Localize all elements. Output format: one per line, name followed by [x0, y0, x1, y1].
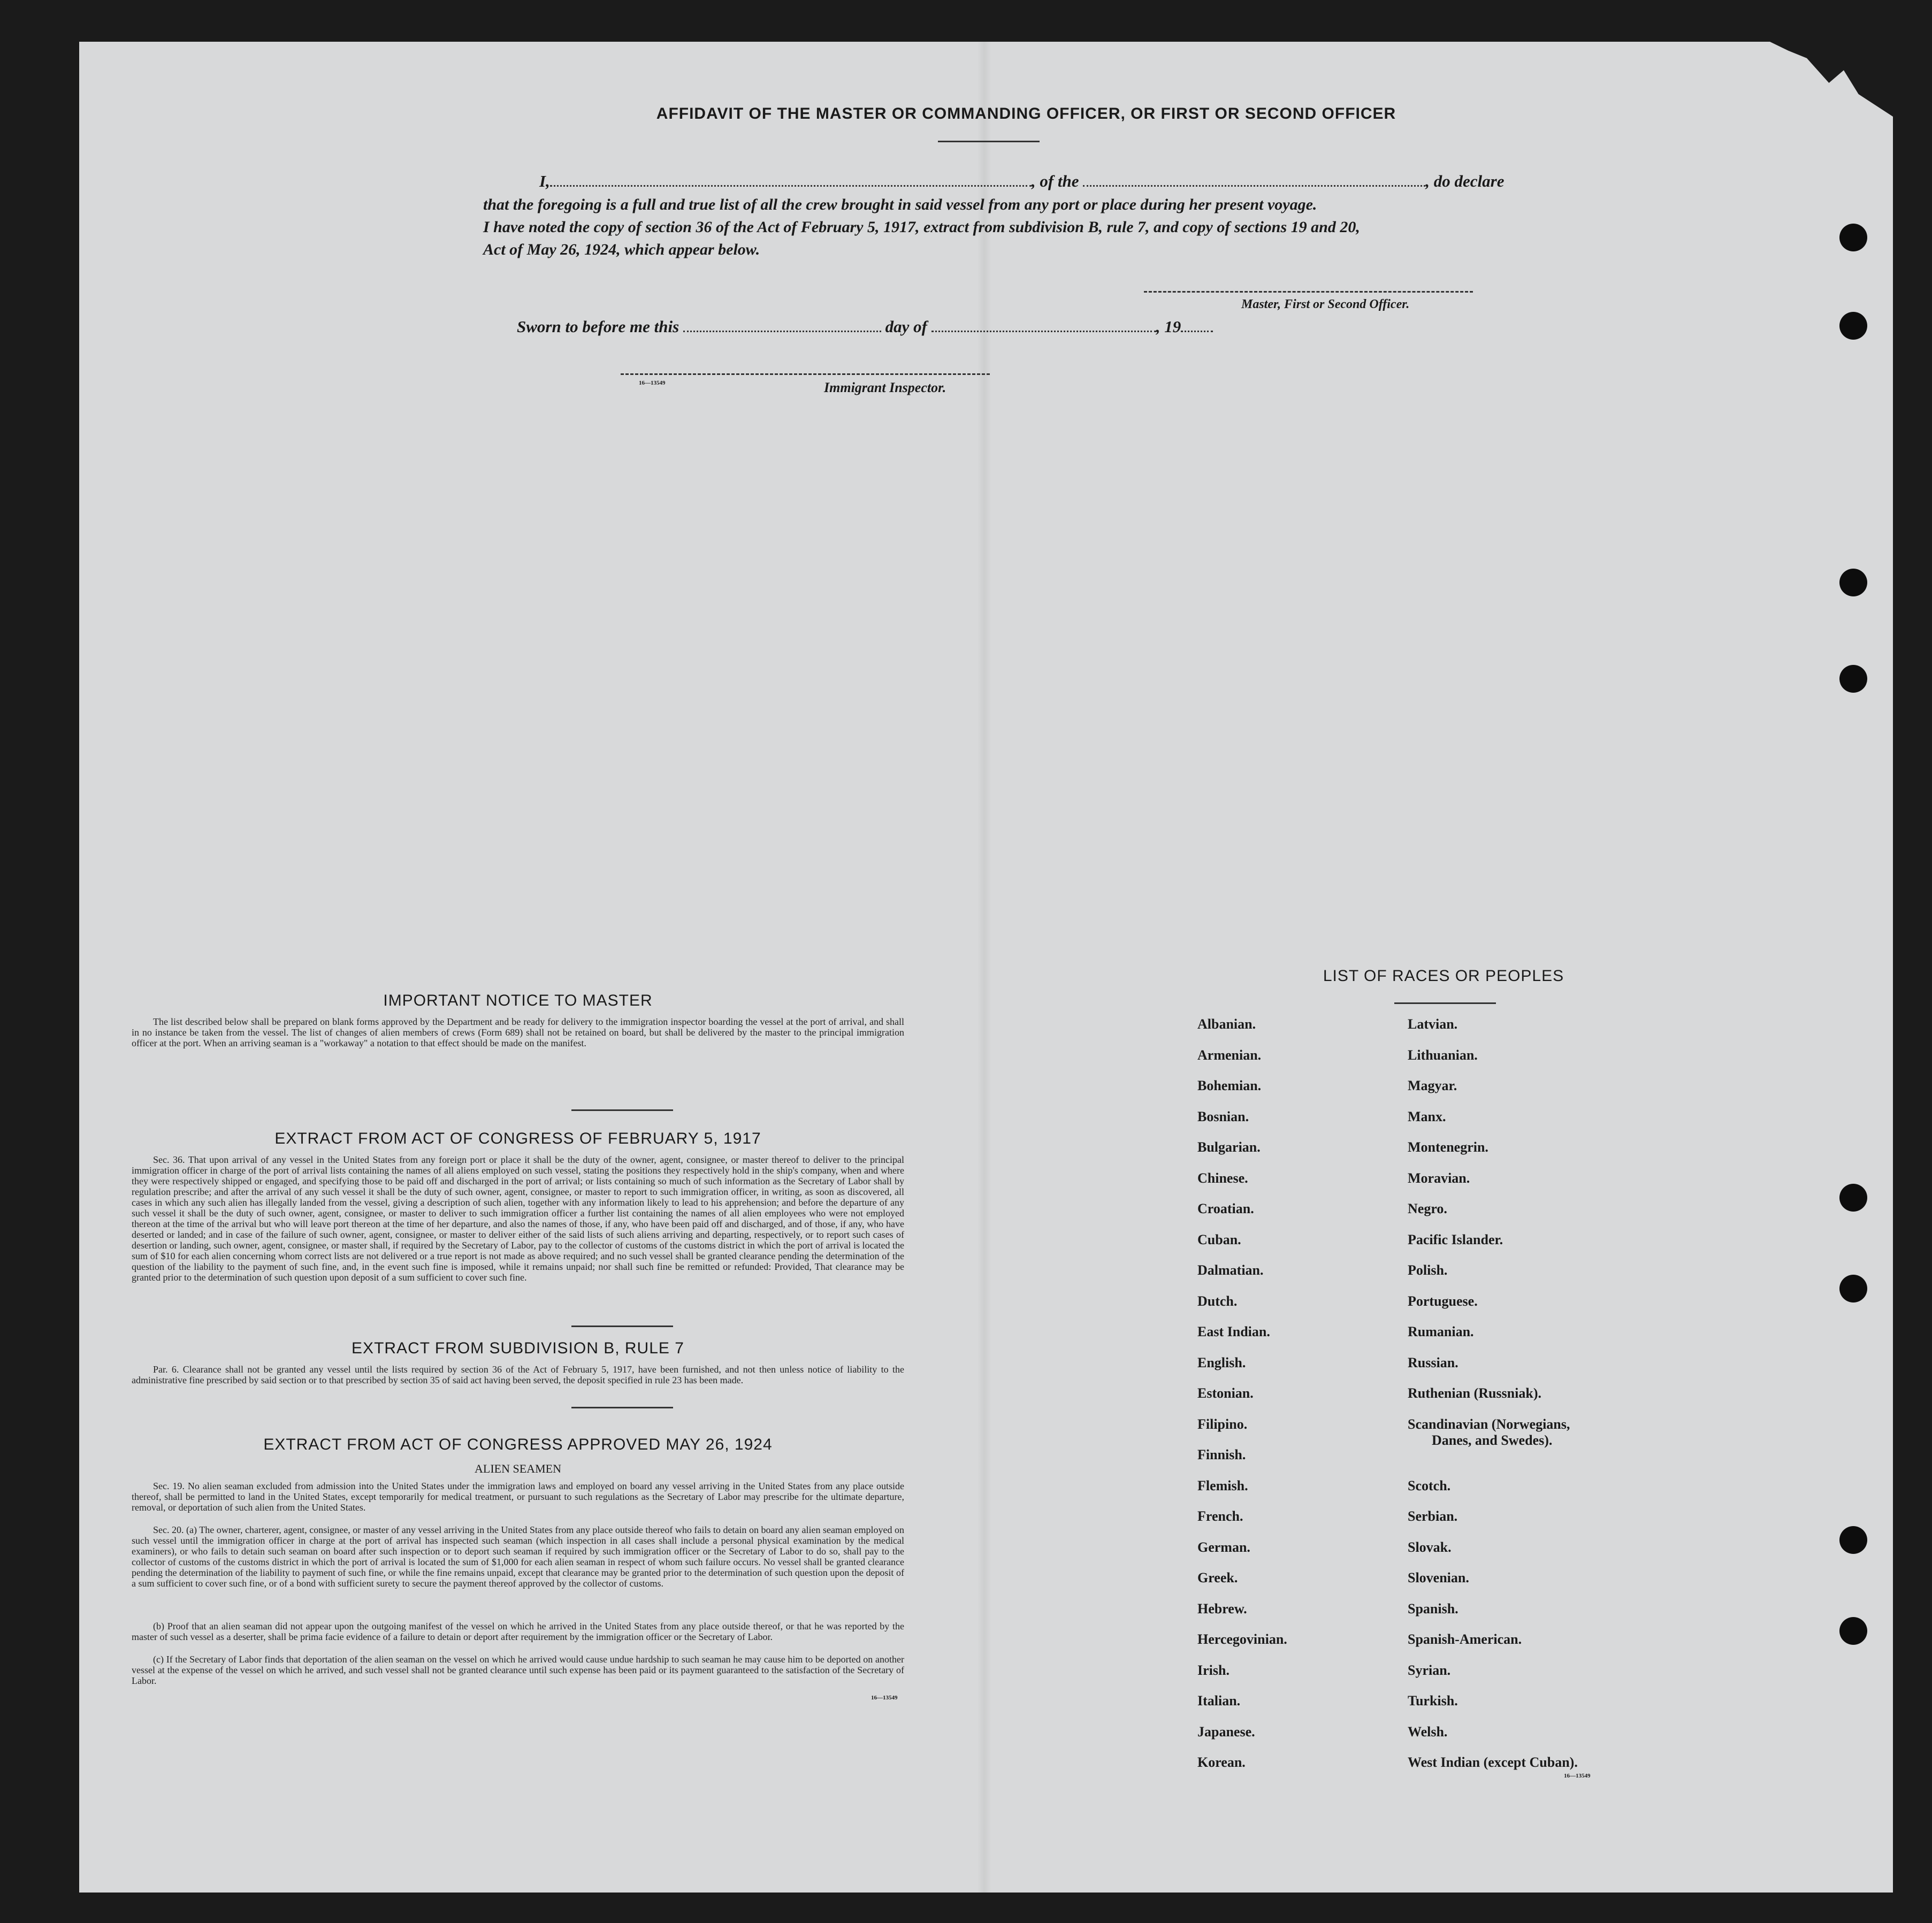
- races-title: LIST OF RACES OR PEOPLES: [1323, 967, 1564, 985]
- race-item: Spanish-American.: [1408, 1631, 1522, 1647]
- extract-1924-title: EXTRACT FROM ACT OF CONGRESS APPROVED MAY 26, 1924: [263, 1436, 773, 1453]
- race-item: Korean.: [1197, 1755, 1246, 1770]
- race-item: Pacific Islander.: [1408, 1231, 1503, 1247]
- race-item: Manx.: [1408, 1108, 1446, 1124]
- race-item: Armenian.: [1197, 1047, 1262, 1063]
- sworn-month-blank: [931, 331, 1156, 332]
- affidavit-line1-start: I,: [539, 172, 550, 190]
- extract-1924-sec20a: Sec. 20. (a) The owner, charterer, agent, consignee, or master of any vessel arriving in the United States from any place outside thereof who fails to detain on board any alien seaman employed on such vessel until the immigration officer in charge at the port of arrival has inspected such seaman (which inspection in all cases shall include a personal physical examination by the medical examiners), or who fails to detain such seaman on board after such inspection or to deport such seaman if required by such immigration officer or the Secretary of Labor to do so, shall pay to the collector of customs of the customs district in which the port of arrival is located the sum of $1,000 for each alien seaman in respect of whom such failure occurs. No vessel shall be granted clearance pending the determination of the liability to payment of such fine, or while the fine remains unpaid, except that clearance may be granted prior to the determination of such question upon the deposit of a sum sufficient to cover such fine, or of a bond with sufficient surety to secure the payment thereof approved by the collector of customs.: [132, 1524, 904, 1589]
- race-item-line1: Scandinavian (Norwegians,: [1408, 1416, 1570, 1432]
- extract-1917-body: Sec. 36. That upon arrival of any vessel in the United States from any foreign port or place it shall be the duty of the owner, agent, consignee, or master thereof to deliver to the principal immigration officer in charge of the port of arrival lists containing the names of all aliens employed on such vessel, stating the positions they respectively hold in the ship's company, when and where they were respectively shipped or engaged, and specifying those to be paid off and discharged in the port of arrival; or lists containing so much of such information as the Secretary of Labor shall by regulation prescribe; and after the arrival of any such vessel it shall be the duty of such owner, agent, consignee, or master to report to such immigration officer, in writing, as soon as discovered, all cases in which any such alien has illegally landed from the vessel, giving a description of such alien, together with any information likely to lead to his apprehension; and before the departure of any such vessel it shall be the duty of such owner, agent, consignee, or master to deliver to such immigration officer a further list containing the names of all alien employees who were not employed thereon at the time of the arrival but who will leave port thereon at the time of her departure, and also the names of those, if any, who have been paid off and discharged, and of those, if any, who have deserted or landed; and in case of the failure of such owner, agent, consignee, or master to deliver either of the said lists of such aliens arriving and departing, respectively, or to report such cases of desertion or landing, such owner, agent, consignee, or master shall, if required by the Secretary of Labor, pay to the collector of customs of the customs district in which the port of arrival is located the sum of $10 for each alien concerning whom correct lists are not delivered or a true report is not made as above required; and no such vessel shall be granted clearance pending the determination of the question of the liability to the payment of such fine, and, in the event such fine is imposed, while it remains unpaid; nor shall such fine be remitted or refunded: Provided, That clearance may be granted prior to the determination of such question upon deposit of a sum sufficient to cover such fine.: [132, 1154, 904, 1283]
- race-item: Moravian.: [1408, 1170, 1470, 1186]
- race-item: [1408, 1416, 1654, 1478]
- sworn-end: , 19: [1156, 317, 1181, 336]
- race-item: Chinese.: [1197, 1170, 1248, 1186]
- race-item: Albanian.: [1197, 1016, 1256, 1032]
- race-item: Slovenian.: [1408, 1570, 1469, 1585]
- notice-body: The list described below shall be prepared on blank forms approved by the Department and be ready for delivery to the immigration inspector boarding the vessel at the port of arrival, and shall in no instance be taken from the vessel. The list of changes of alien members of crews (Form 689) shall not be retained on board, but shall be delivered by the master to the principal immigration officer at the port. When an arriving seaman is a "workaway" a notation to that effect should be made on the manifest.: [132, 1016, 904, 1048]
- sworn-start: Sworn to before me this: [517, 317, 679, 336]
- race-item: Japanese.: [1197, 1723, 1255, 1740]
- notice-rule: [571, 1109, 673, 1111]
- binder-hole: [1839, 224, 1867, 251]
- race-item: Magyar.: [1408, 1078, 1457, 1093]
- extract-rule7-rule: [571, 1407, 673, 1408]
- race-item: Irish.: [1197, 1662, 1230, 1678]
- sworn-year-blank: [1181, 331, 1213, 332]
- race-item: Scotch.: [1408, 1477, 1451, 1493]
- affidavit-line3: I have noted the copy of section 36 of the Act of February 5, 1917, extract from subdivision B, rule 7, and copy of sections 19 and 20,: [483, 218, 1360, 236]
- race-item: Ruthenian (Russniak).: [1408, 1385, 1541, 1401]
- binder-hole: [1839, 1275, 1867, 1303]
- race-item: Slovak.: [1408, 1539, 1452, 1555]
- extract-1917-rule: [571, 1326, 673, 1327]
- race-item: Hebrew.: [1197, 1600, 1247, 1616]
- extract-1924-sec19: Sec. 19. No alien seaman excluded from admission into the United States under the immigration laws and employed on board any vessel arriving in the United States from any place outside thereof, shall be permitted to land in the United States, except temporarily for medical treatment, or pursuant to such regulations as the Secretary of Labor may prescribe for the ultimate departure, removal, or deportation of such alien from the United States.: [132, 1481, 904, 1513]
- race-item: Latvian.: [1408, 1016, 1458, 1032]
- binder-hole: [1839, 569, 1867, 596]
- race-item: Hercegovinian.: [1197, 1631, 1287, 1647]
- race-item: Dutch.: [1197, 1293, 1238, 1309]
- race-item: Filipino.: [1197, 1416, 1248, 1432]
- race-item: Bulgarian.: [1197, 1139, 1261, 1155]
- torn-corner: [1770, 42, 1893, 117]
- binder-hole: [1839, 665, 1867, 693]
- extract-rule7-title: EXTRACT FROM SUBDIVISION B, RULE 7: [352, 1339, 684, 1357]
- extract-1924-sec20c: (c) If the Secretary of Labor finds that deportation of the alien seaman on the vessel on which he arrived would cause undue hardship to such seaman he may cause him to be deported on another vessel at the expense of the vessel on which he arrived, and such vessel shall not be granted clearance until such expense has been paid or its payment guaranteed to the satisfaction of the Secretary of Labor.: [132, 1654, 904, 1686]
- affidavit-form-number: 16—13549: [639, 380, 666, 386]
- race-item: German.: [1197, 1539, 1250, 1555]
- races-column-right: [1408, 1016, 1654, 1786]
- binder-hole: [1839, 1184, 1867, 1212]
- extract-1917-title: EXTRACT FROM ACT OF CONGRESS OF FEBRUARY 5, 1917: [274, 1130, 761, 1147]
- notice-title: IMPORTANT NOTICE TO MASTER: [383, 992, 653, 1009]
- sworn-mid: day of: [885, 317, 927, 336]
- race-item: Bosnian.: [1197, 1108, 1249, 1124]
- race-item: Finnish.: [1197, 1447, 1246, 1462]
- race-item: Croatian.: [1197, 1201, 1254, 1216]
- race-item: Dalmatian.: [1197, 1262, 1264, 1278]
- race-item: Flemish.: [1197, 1477, 1248, 1493]
- race-item: Syrian.: [1408, 1662, 1451, 1678]
- race-item: East Indian.: [1197, 1324, 1270, 1339]
- race-item: Bohemian.: [1197, 1078, 1262, 1093]
- master-signature-line: [1144, 291, 1473, 293]
- inspector-signature-line: [621, 373, 990, 375]
- affidavit-line4: Act of May 26, 1924, which appear below.: [483, 241, 760, 258]
- sworn-line: [517, 316, 1213, 338]
- race-item: Italian.: [1197, 1693, 1241, 1709]
- name-blank: [550, 185, 1032, 187]
- extract-1924-sec20b: (b) Proof that an alien seaman did not appear upon the outgoing manifest of the vessel on which he arrived in the United States from any place outside thereof, or that he was reported by the master of such vessel as a deserter, shall be prima facie evidence of a failure to detain or deport after requirement by the immigration officer or the Secretary of Labor.: [132, 1621, 904, 1642]
- affidavit-line1-end: , do declare: [1425, 172, 1505, 190]
- race-item-line2: Danes, and Swedes).: [1432, 1432, 1553, 1448]
- race-item: Negro.: [1408, 1201, 1447, 1216]
- vessel-blank: [1083, 185, 1425, 187]
- races-rule: [1394, 1002, 1496, 1004]
- extract-1924-subtitle: ALIEN SEAMEN: [475, 1462, 561, 1475]
- binder-hole: [1839, 1617, 1867, 1645]
- affidavit-line2: that the foregoing is a full and true list of all the crew brought in said vessel from any port or place during her present voyage.: [483, 196, 1317, 213]
- sworn-day-blank: [683, 331, 881, 332]
- extract-rule7-body: Par. 6. Clearance shall not be granted any vessel until the lists required by section 36 of the Act of February 5, 1917, have been furnished, and not then unless notice of liability to the administrative fine prescribed by said section or to that prescribed by section 35 of said act having been served, the deposit specified in rule 23 has been made.: [132, 1364, 904, 1385]
- race-item: Montenegrin.: [1408, 1139, 1488, 1155]
- race-item: Turkish.: [1408, 1693, 1458, 1709]
- races-column-left: [1197, 1016, 1390, 1786]
- race-item: Polish.: [1408, 1262, 1448, 1278]
- races-form-number: 16—13549: [1564, 1773, 1591, 1779]
- race-item: Lithuanian.: [1408, 1047, 1478, 1063]
- race-item: French.: [1197, 1508, 1243, 1524]
- race-item: Portuguese.: [1408, 1293, 1478, 1309]
- race-item: Cuban.: [1197, 1231, 1241, 1247]
- race-item: West Indian (except Cuban).: [1408, 1755, 1578, 1770]
- binder-hole: [1839, 1526, 1867, 1554]
- master-caption: Master, First or Second Officer.: [1241, 297, 1410, 311]
- extract-1924-form-number: 16—13549: [871, 1695, 898, 1701]
- race-item: Estonian.: [1197, 1385, 1254, 1401]
- binder-hole: [1839, 312, 1867, 340]
- race-item: English.: [1197, 1354, 1246, 1370]
- title-rule: [938, 141, 1040, 142]
- race-item: Welsh.: [1408, 1723, 1448, 1740]
- document-sheet: [79, 42, 1893, 1893]
- race-item: Rumanian.: [1408, 1324, 1474, 1339]
- affidavit-line1-mid: , of the: [1031, 172, 1079, 190]
- affidavit-line1: [539, 170, 1588, 193]
- race-item: Serbian.: [1408, 1508, 1458, 1524]
- race-item: Russian.: [1408, 1354, 1458, 1370]
- inspector-caption: Immigrant Inspector.: [824, 380, 946, 395]
- affidavit-title: AFFIDAVIT OF THE MASTER OR COMMANDING OFFICER, OR FIRST OR SECOND OFFICER: [656, 105, 1396, 122]
- race-item: Spanish.: [1408, 1600, 1458, 1616]
- race-item: Greek.: [1197, 1570, 1238, 1585]
